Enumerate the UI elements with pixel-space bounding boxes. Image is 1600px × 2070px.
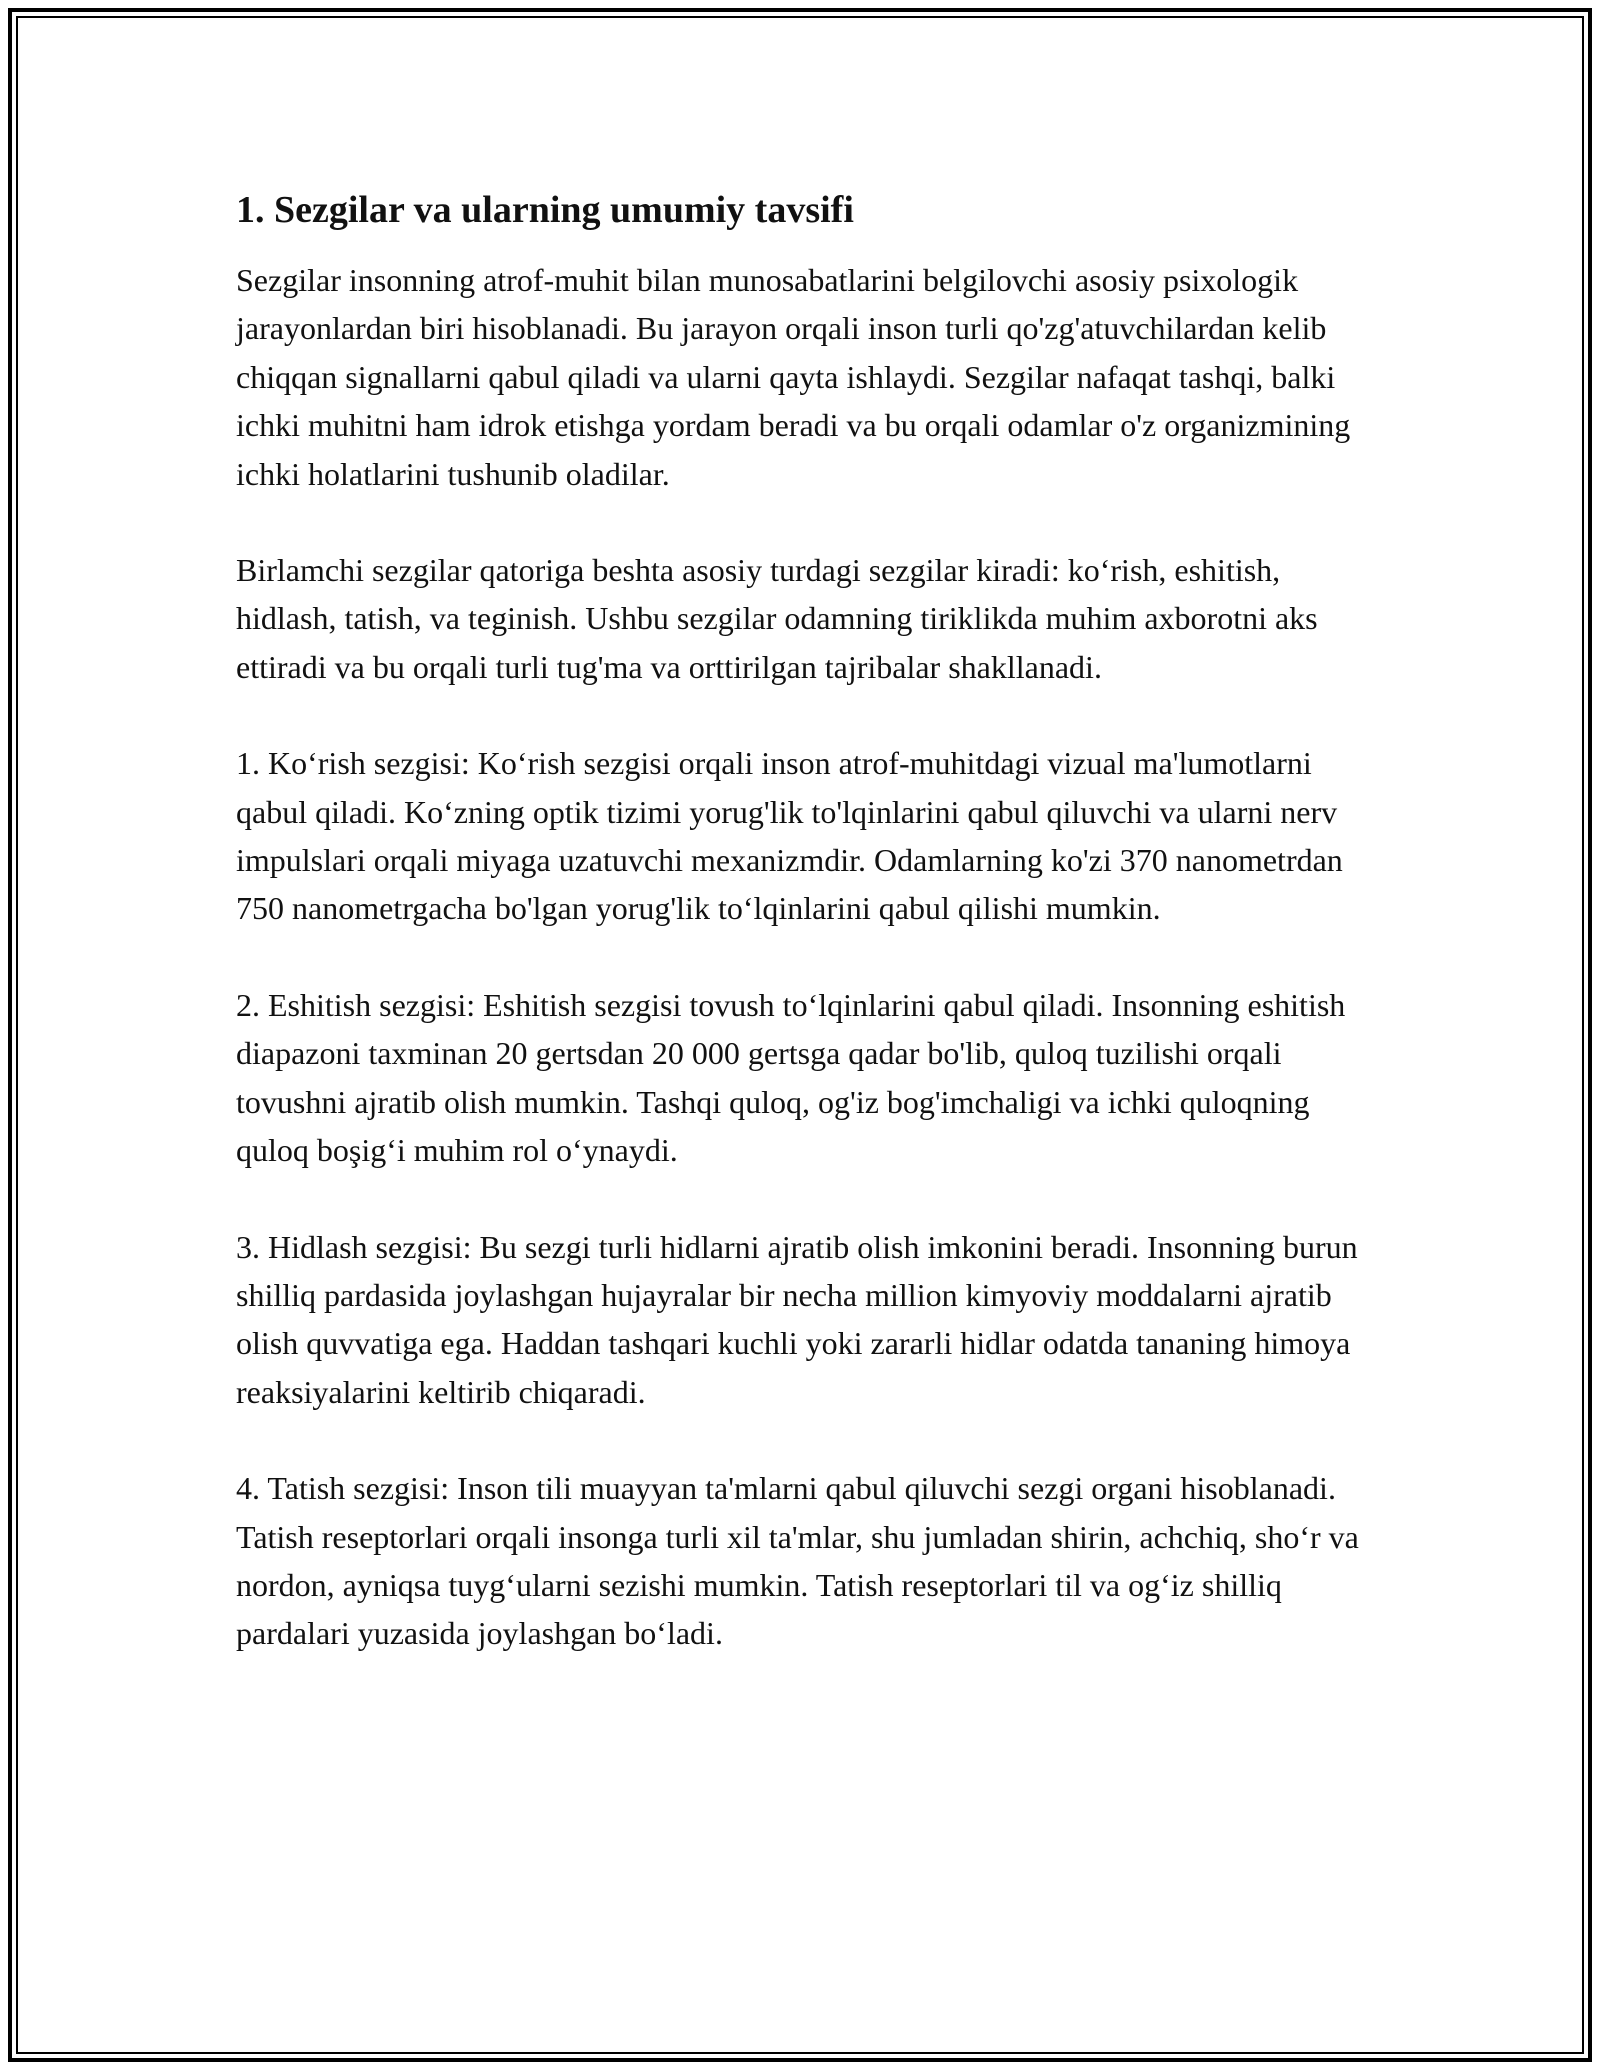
- paragraph-vision: 1. Ko‘rish sezgisi: Ko‘rish sezgisi orqali inson atrof-muhitdagi vizual ma'lumotlarni qabul qiladi. Ko‘zning optik tizimi yorug'lik to'lqinlarini qabul qiluvchi va ularni nerv impulslari orqali miyaga uzatuvchi mexanizmdir. Odamlarning ko'zi 370 nanometrdan 750 nanometrgacha bo'lgan yorug'lik to‘lqinlarini qabul qilishi mumkin.: [236, 745, 1343, 927]
- paragraph-hearing: 2. Eshitish sezgisi: Eshitish sezgisi tovush to‘lqinlarini qabul qiladi. Insonning eshitish diapazoni taxminan 20 gertsdan 20 000 gertsga qadar bo'lib, quloq tuzilishi orqali tovushni ajratib olish mumkin. Tashqi quloq, og'iz bog'imchaligi va ichki quloqning quloq boşig‘i muhim rol o‘ynaydi.: [236, 986, 1346, 1169]
- paragraph-smell: 3. Hidlash sezgisi: Bu sezgi turli hidlarni ajratib olish imkonini beradi. Insonning burun shilliq pardasida joylashgan hujayralar bir necha million kimyoviy moddalarni ajratib olish quvvatiga ega. Haddan tashqari kuchli yoki zararli hidlar odatda tananing himoya reaksiyalarini keltirib chiqaradi.: [236, 1228, 1358, 1410]
- paragraph-primary-senses: Birlamchi sezgilar qatoriga beshta asosiy turdagi sezgilar kiradi: ko‘rish, eshitish, hidlash, tatish, va teginish. Ushbu sezgilar odamning tiriklikda muhim axborotni aks ettiradi va bu orqali turli tug'ma va orttirilgan tajribalar shakllanadi.: [236, 552, 1318, 685]
- document-body: [236, 186, 1376, 1706]
- paragraph-intro: Sezgilar insonning atrof-muhit bilan munosabatlarini belgilovchi asosiy psixologik jarayonlardan biri hisoblanadi. Bu jarayon orqali inson turli qo'zg'atuvchilardan kelib chiqqan signallarni qabul qiladi va ularni qayta ishlaydi. Sezgilar nafaqat tashqi, balki ichki muhitni ham idrok etishga yordam beradi va bu orqali odamlar o'z organizmining ichki holatlarini tushunib oladilar.: [236, 262, 1351, 492]
- document-title: 1. Sezgilar va ularning umumiy tavsifi: [236, 189, 854, 231]
- paragraph-taste: 4. Tatish sezgisi: Inson tili muayyan ta'mlarni qabul qiluvchi sezgi organi hisoblanadi. Tatish reseptorlari orqali insonga turli xil ta'mlar, shu jumladan shirin, achchiq, sho‘r va nordon, ayniqsa tuyg‘ularni sezishi mumkin. Tatish reseptorlari til va og‘iz shilliq pardalari yuzasida joylashgan bo‘ladi.: [236, 1470, 1359, 1652]
